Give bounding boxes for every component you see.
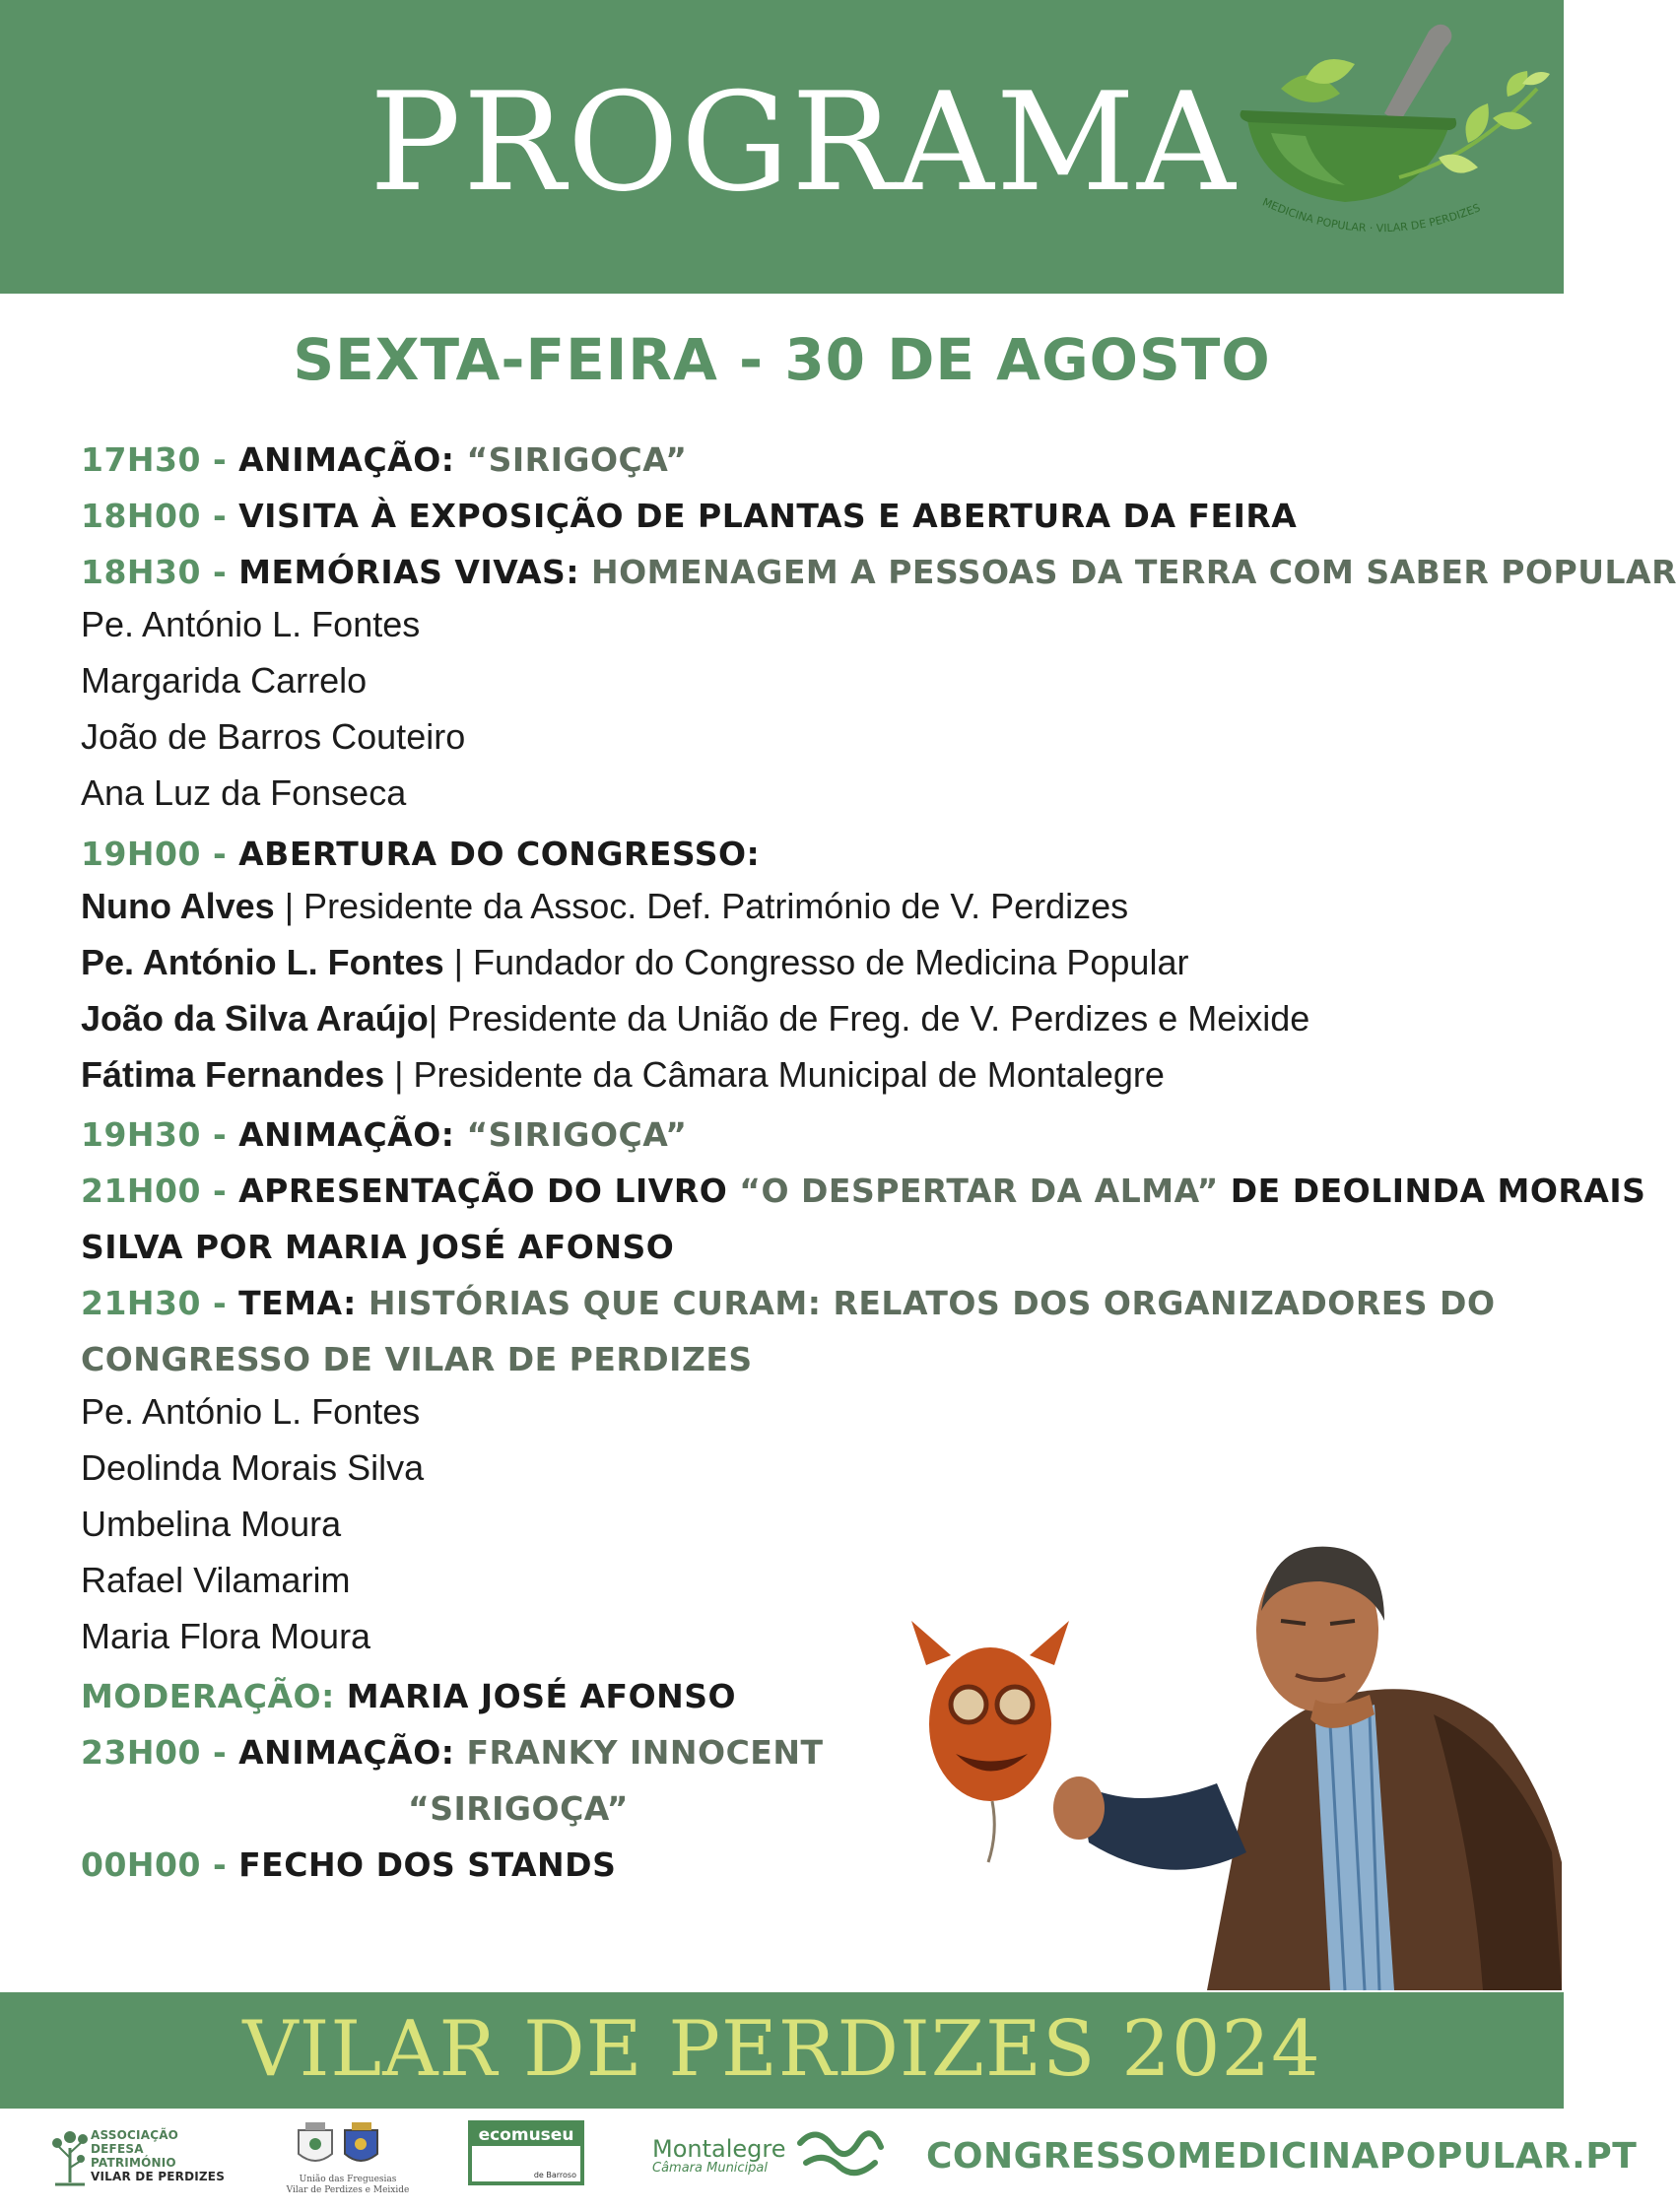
man-with-mask-photo	[882, 1527, 1562, 1990]
montalegre-logo: Montalegre	[652, 2135, 786, 2163]
speaker-item: Pe. António L. Fontes | Fundador do Congresso de Medicina Popular	[81, 942, 1189, 982]
moderation: MODERAÇÃO: MARIA JOSÉ AFONSO	[81, 1677, 737, 1715]
day-title: SEXTA-FEIRA - 30 DE AGOSTO	[293, 326, 1271, 393]
logo-caption: MEDICINA POPULAR · VILAR DE PERDIZES	[1260, 195, 1483, 235]
tree-icon	[49, 2123, 91, 2188]
event-1900: 19H00 - ABERTURA DO CONGRESSO:	[81, 835, 761, 873]
ecomuseu-logo: ecomuseu de Barroso	[468, 2120, 584, 2185]
mountain-wave-icon	[796, 2123, 885, 2182]
union-freguesias-logo: União das Freguesias Vilar de Perdizes e Meixide	[286, 2175, 410, 2195]
mortar-pestle-logo-icon	[1227, 20, 1552, 261]
event-0000: 00H00 - FECHO DOS STANDS	[81, 1845, 617, 1884]
speaker-item: Fátima Fernandes | Presidente da Câmara Municipal de Montalegre	[81, 1054, 1165, 1095]
event-2300: 23H00 - ANIMAÇÃO: FRANKY INNOCENT	[81, 1733, 824, 1772]
footer-title: VILAR DE PERDIZES 2024	[242, 2005, 1321, 2094]
person-item: Margarida Carrelo	[81, 660, 368, 701]
event-1730: 17H30 - ANIMAÇÃO: “SIRIGOÇA”	[81, 440, 688, 479]
speaker-item: Nuno Alves | Presidente da Assoc. Def. Património de V. Perdizes	[81, 886, 1129, 926]
event-2130-line2: CONGRESSO DE VILAR DE PERDIZES	[81, 1340, 753, 1378]
event-2100-line2: SILVA POR MARIA JOSÉ AFONSO	[81, 1228, 675, 1266]
association-logo: ASSOCIAÇÃO DEFESA PATRIMÓNIO VILAR DE PERDIZES	[91, 2128, 226, 2183]
website-link[interactable]: CONGRESSOMEDICINAPOPULAR.PT	[926, 2136, 1638, 2177]
person-item: Rafael Vilamarim	[81, 1560, 351, 1600]
montalegre-subtitle: Câmara Municipal	[652, 2161, 769, 2176]
coat-of-arms-icon	[291, 2120, 384, 2172]
person-item: Pe. António L. Fontes	[81, 604, 421, 644]
event-1930: 19H30 - ANIMAÇÃO: “SIRIGOÇA”	[81, 1115, 688, 1154]
event-2100: 21H00 - APRESENTAÇÃO DO LIVRO “O DESPERTAR DA ALMA” DE DEOLINDA MORAIS	[81, 1172, 1646, 1210]
person-item: Umbelina Moura	[81, 1504, 342, 1544]
person-item: Ana Luz da Fonseca	[81, 772, 407, 813]
speaker-item: João da Silva Araújo| Presidente da União de Freg. de V. Perdizes e Meixide	[81, 998, 1310, 1039]
person-item: Deolinda Morais Silva	[81, 1447, 425, 1488]
event-1830: 18H30 - MEMÓRIAS VIVAS: HOMENAGEM A PESSOAS DA TERRA COM SABER POPULAR	[81, 553, 1677, 591]
event-2130: 21H30 - TEMA: HISTÓRIAS QUE CURAM: RELATOS DOS ORGANIZADORES DO	[81, 1284, 1496, 1322]
person-item: Pe. António L. Fontes	[81, 1391, 421, 1432]
event-1800: 18H00 - VISITA À EXPOSIÇÃO DE PLANTAS E ABERTURA DA FEIRA	[81, 497, 1298, 535]
person-item: Maria Flora Moura	[81, 1616, 371, 1656]
person-item: João de Barros Couteiro	[81, 716, 466, 757]
event-2300-line2: “SIRIGOÇA”	[408, 1789, 629, 1828]
page-title: PROGRAMA	[369, 63, 1238, 222]
